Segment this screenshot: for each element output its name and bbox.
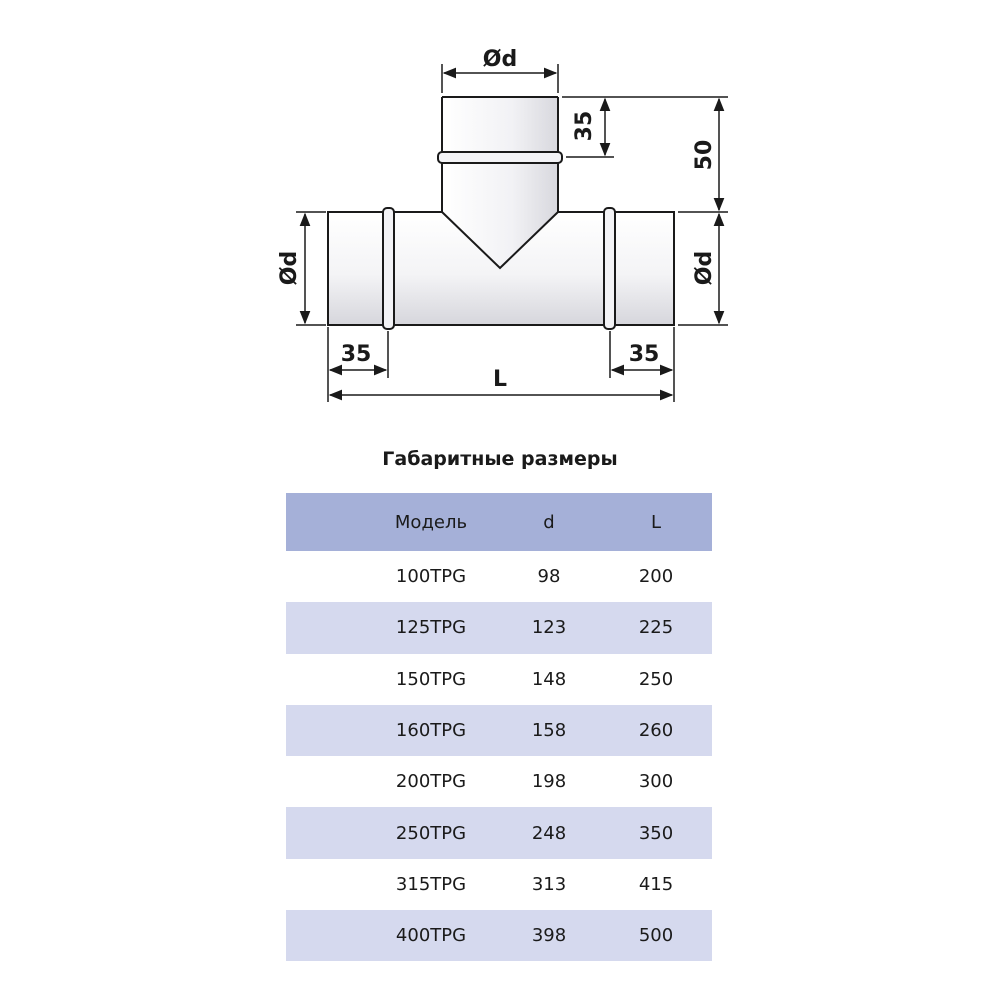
- l-cell: 260: [638, 720, 674, 742]
- table-row: [286, 654, 712, 705]
- model-cell: 400TPG: [395, 925, 467, 947]
- left-collar-bead: [383, 208, 394, 329]
- model-cell: 315TPG: [395, 873, 467, 895]
- table-row: [286, 551, 712, 602]
- model-cell: 200TPG: [395, 771, 467, 793]
- l-cell: 415: [638, 873, 674, 895]
- dim-left-diameter: [277, 212, 326, 325]
- right-collar-bead: [604, 208, 615, 329]
- model-cell: 150TPG: [395, 668, 467, 690]
- table-row: [286, 602, 712, 653]
- top-diameter-label: Ød: [482, 47, 518, 72]
- dim-total-height: [614, 97, 728, 212]
- l-cell: 300: [638, 771, 674, 793]
- d-cell: 123: [531, 617, 567, 639]
- header-l: L: [650, 511, 662, 533]
- left-collar-label: 35: [340, 342, 372, 367]
- model-cell: 160TPG: [395, 720, 467, 742]
- table-title: Габаритные размеры: [382, 448, 618, 470]
- l-cell: 350: [638, 822, 674, 844]
- model-cell: 125TPG: [395, 617, 467, 639]
- dimensions-table: [286, 493, 712, 961]
- table-row: [286, 910, 712, 961]
- top-collar-bead: [438, 152, 562, 163]
- left-diameter-label: Ød: [277, 250, 302, 286]
- dim-top-diameter: [442, 47, 558, 93]
- d-cell: 198: [531, 771, 567, 793]
- tee-fitting-drawing: [0, 0, 1000, 430]
- model-cell: 100TPG: [395, 566, 467, 588]
- d-cell: 398: [531, 925, 567, 947]
- l-cell: 225: [638, 617, 674, 639]
- d-cell: 248: [531, 822, 567, 844]
- l-cell: 250: [638, 668, 674, 690]
- model-cell: 250TPG: [395, 822, 467, 844]
- total-height-label: 50: [692, 139, 717, 171]
- table-row: [286, 807, 712, 858]
- d-cell: 158: [531, 720, 567, 742]
- l-cell: 200: [638, 566, 674, 588]
- dim-bottom: [328, 327, 674, 402]
- d-cell: 148: [531, 668, 567, 690]
- d-cell: 313: [531, 873, 567, 895]
- right-diameter-label: Ød: [692, 250, 717, 286]
- header-model: Модель: [394, 511, 468, 533]
- top-collar-label: 35: [572, 110, 597, 142]
- table-row: [286, 859, 712, 910]
- table-header: [286, 493, 712, 551]
- table-row: [286, 756, 712, 807]
- dim-top-collar: [562, 97, 614, 157]
- l-cell: 500: [638, 925, 674, 947]
- dim-right-diameter: [678, 214, 728, 325]
- right-collar-label: 35: [628, 342, 660, 367]
- header-d: d: [543, 511, 555, 533]
- table-row: [286, 705, 712, 756]
- d-cell: 98: [537, 566, 561, 588]
- length-label: L: [492, 367, 508, 392]
